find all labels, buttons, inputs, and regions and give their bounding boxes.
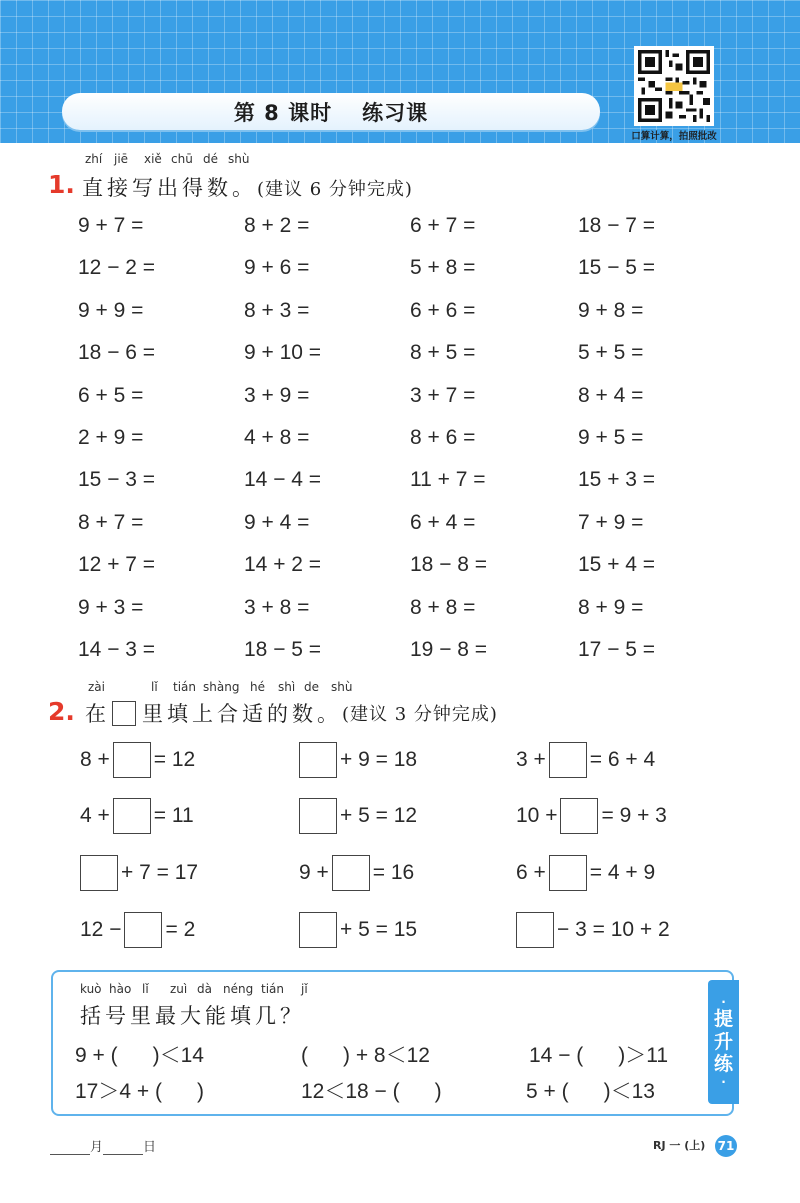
q2-equation-left: 4 + bbox=[80, 804, 110, 827]
q2-equation-right: = 9 + 3 bbox=[601, 804, 667, 827]
q2-title-box bbox=[112, 701, 136, 726]
q2-title-text-b: 里填上合适的数。 bbox=[142, 702, 342, 726]
q1-equation: 11 + 7 = bbox=[410, 468, 486, 492]
q2-equation bbox=[80, 854, 198, 892]
q2-equation-right: + 5 = 15 bbox=[340, 918, 418, 941]
q2-pinyin-6: shì bbox=[278, 680, 296, 694]
q2-equation bbox=[299, 911, 417, 949]
q1-title bbox=[82, 172, 413, 202]
q2-equation-right: = 4 + 9 bbox=[589, 861, 656, 884]
q2-title bbox=[85, 698, 498, 728]
q2-equation-right: + 9 = 18 bbox=[340, 748, 418, 771]
q1-equation: 19 − 8 = bbox=[410, 638, 488, 661]
side-tab-dot-bottom: · bbox=[721, 1075, 726, 1090]
q1-equation: 9 + 8 = bbox=[578, 298, 644, 322]
lesson-number: 第 8 课时 bbox=[233, 100, 333, 125]
q1-equation: 15 + 3 = bbox=[578, 468, 656, 492]
challenge-eq-2-2: 12＜18 − ( ) bbox=[301, 1080, 442, 1103]
answer-box[interactable] bbox=[549, 855, 587, 891]
q1-equation: 5 + 5 = bbox=[578, 341, 644, 365]
answer-box[interactable] bbox=[124, 912, 162, 948]
q2-pinyin-1: zài bbox=[88, 680, 105, 694]
q1-equation: 9 + 4 = bbox=[244, 510, 310, 534]
q1-equation: 15 − 3 = bbox=[78, 468, 156, 492]
q1-equation: 8 + 8 = bbox=[410, 595, 476, 619]
ch-pinyin-5: dà bbox=[197, 982, 212, 996]
q1-equation: 8 + 2 = bbox=[244, 214, 310, 237]
q1-equation: 15 + 4 = bbox=[578, 553, 656, 577]
q1-equation: 3 + 8 = bbox=[244, 595, 310, 619]
q1-pinyin bbox=[85, 152, 285, 166]
ch-pinyin-6: néng bbox=[223, 982, 254, 996]
answer-box[interactable] bbox=[299, 742, 337, 778]
q1-equation: 9 + 5 = bbox=[578, 426, 644, 449]
q1-equation: 8 + 9 = bbox=[578, 595, 644, 619]
q2-equation-right: + 7 = 17 bbox=[121, 861, 199, 884]
month-label: 月 bbox=[90, 1140, 104, 1155]
answer-box[interactable] bbox=[299, 912, 337, 948]
qr-code-icon bbox=[638, 50, 710, 122]
q2-pinyin bbox=[88, 680, 368, 694]
q1-equation: 8 + 4 = bbox=[578, 383, 644, 407]
q1-equation: 6 + 4 = bbox=[410, 510, 476, 534]
answer-box[interactable] bbox=[113, 798, 151, 834]
header-banner bbox=[0, 0, 800, 143]
q1-equation: 17 − 5 = bbox=[578, 638, 656, 661]
challenge-eq-2-3: 5 + ( )＜13 bbox=[526, 1080, 655, 1103]
q2-pinyin-4: shàng bbox=[203, 680, 240, 694]
side-tab-char-1: 提 bbox=[713, 1007, 733, 1030]
q2-equation-left: 3 + bbox=[516, 748, 546, 771]
q2-equation bbox=[80, 741, 195, 779]
ch-pinyin-1: kuò bbox=[80, 982, 102, 996]
q2-time-note: (建议 3 分钟完成) bbox=[342, 704, 498, 725]
q2-equation-right: = 6 + 4 bbox=[589, 748, 656, 771]
q1-equation: 8 + 7 = bbox=[78, 510, 144, 534]
q2-equation bbox=[516, 911, 670, 949]
q2-pinyin-8: shù bbox=[331, 680, 353, 694]
q1-equation: 8 + 5 = bbox=[410, 341, 476, 365]
side-tab-dot-top: · bbox=[721, 994, 726, 1009]
q2-equation-right: = 16 bbox=[372, 861, 415, 884]
q1-time-note: (建议 6 分钟完成) bbox=[257, 179, 413, 200]
q1-equation: 18 − 8 = bbox=[410, 553, 488, 577]
q1-equation: 12 + 7 = bbox=[78, 553, 156, 577]
q1-pinyin-2: jiē bbox=[114, 152, 129, 166]
answer-box[interactable] bbox=[299, 798, 337, 834]
q2-equation bbox=[299, 797, 417, 835]
q2-equation bbox=[516, 797, 667, 835]
side-tab-char-3: 练 bbox=[713, 1053, 733, 1076]
q2-equation-right: = 11 bbox=[153, 804, 194, 827]
answer-box[interactable] bbox=[516, 912, 554, 948]
ch-pinyin-4: zuì bbox=[170, 982, 188, 996]
q2-pinyin-2: lǐ bbox=[151, 680, 158, 694]
q2-equation bbox=[516, 854, 655, 892]
ch-pinyin-8: jǐ bbox=[301, 982, 308, 996]
challenge-eq-2-1: 17＞4 + ( ) bbox=[75, 1080, 204, 1103]
challenge-eq-1-1: 9 + ( )＜14 bbox=[75, 1044, 204, 1067]
q2-pinyin-3: tián bbox=[173, 680, 196, 694]
ch-pinyin-2: hào bbox=[109, 982, 132, 996]
q1-title-text: 直接写出得数。 bbox=[82, 176, 257, 200]
q1-equation: 9 + 9 = bbox=[78, 298, 144, 322]
q2-equation-left: 8 + bbox=[80, 748, 110, 771]
ch-pinyin-3: lǐ bbox=[142, 982, 149, 996]
challenge-title: 括号里最大能填几？ bbox=[80, 1004, 305, 1028]
q2-equation bbox=[299, 741, 417, 779]
side-tab-char-2: 升 bbox=[713, 1030, 733, 1053]
answer-box[interactable] bbox=[549, 742, 587, 778]
q1-equation: 9 + 7 = bbox=[78, 214, 144, 237]
q2-equation-left: 6 + bbox=[516, 861, 546, 884]
q1-pinyin-5: dé bbox=[203, 152, 218, 166]
answer-box[interactable] bbox=[113, 742, 151, 778]
q1-equation: 4 + 8 = bbox=[244, 426, 310, 449]
q1-equation: 18 − 6 = bbox=[78, 341, 156, 365]
day-blank[interactable] bbox=[103, 1141, 143, 1155]
challenge-side-tab bbox=[708, 980, 739, 1104]
q2-number: 2. bbox=[48, 697, 75, 726]
qr-code[interactable] bbox=[634, 46, 714, 126]
q2-equation bbox=[80, 911, 195, 949]
q1-equation: 12 − 2 = bbox=[78, 256, 156, 280]
q1-equation: 18 − 5 = bbox=[244, 638, 322, 661]
challenge-eq-1-2: ( ) + 8＜12 bbox=[301, 1044, 430, 1067]
edition-tag: RJ 一 (上) bbox=[653, 1139, 706, 1152]
q1-equation: 14 − 3 = bbox=[78, 638, 156, 661]
answer-box[interactable] bbox=[80, 855, 118, 891]
q2-title-text-a: 在 bbox=[85, 702, 110, 726]
q1-equation: 6 + 6 = bbox=[410, 298, 476, 322]
q2-equation bbox=[516, 741, 655, 779]
page-number: 71 bbox=[715, 1135, 737, 1157]
q1-equation: 8 + 6 = bbox=[410, 426, 476, 449]
q1-equation: 5 + 8 = bbox=[410, 256, 476, 280]
q1-equation: 9 + 10 = bbox=[244, 341, 322, 365]
q2-equation-right: − 3 = 10 + 2 bbox=[557, 918, 670, 941]
q2-equation-right: = 12 bbox=[153, 748, 196, 771]
q2-equation-right: + 5 = 12 bbox=[340, 804, 418, 827]
ch-pinyin-7: tián bbox=[261, 982, 284, 996]
q1-equation: 6 + 5 = bbox=[78, 383, 144, 407]
date-field[interactable] bbox=[50, 1136, 156, 1155]
q1-pinyin-4: chū bbox=[171, 152, 193, 166]
q1-equation: 3 + 7 = bbox=[410, 383, 476, 407]
q1-equation: 14 + 2 = bbox=[244, 553, 322, 577]
q2-pinyin-5: hé bbox=[250, 680, 265, 694]
q2-pinyin-7: de bbox=[304, 680, 319, 694]
q1-equation: 14 − 4 = bbox=[244, 468, 322, 492]
challenge-eq-1-3: 14 − ( )＞11 bbox=[529, 1044, 669, 1067]
q1-pinyin-1: zhí bbox=[85, 152, 103, 166]
answer-box[interactable] bbox=[332, 855, 370, 891]
month-blank[interactable] bbox=[50, 1141, 90, 1155]
answer-box[interactable] bbox=[560, 798, 598, 834]
q1-number: 1. bbox=[48, 170, 75, 199]
q1-equation: 3 + 9 = bbox=[244, 383, 310, 407]
q1-equation: 18 − 7 = bbox=[578, 214, 656, 237]
q1-pinyin-6: shù bbox=[228, 152, 250, 166]
q1-equation: 8 + 3 = bbox=[244, 298, 310, 322]
lesson-title-bar bbox=[62, 93, 600, 130]
q2-equation-left: 10 + bbox=[516, 804, 558, 827]
qr-caption: 口算计算，拍照批改 bbox=[631, 131, 717, 142]
q2-equation-left: 12 − bbox=[80, 918, 122, 941]
q1-equation: 9 + 6 = bbox=[244, 256, 310, 280]
q1-pinyin-3: xiě bbox=[144, 152, 162, 166]
q1-equation: 6 + 7 = bbox=[410, 214, 476, 237]
lesson-title: 练习课 bbox=[362, 100, 429, 125]
day-label: 日 bbox=[143, 1140, 157, 1155]
q1-equation: 7 + 9 = bbox=[578, 510, 644, 534]
q1-equation: 2 + 9 = bbox=[78, 426, 144, 449]
q2-equation-right: = 2 bbox=[165, 918, 196, 941]
challenge-pinyin bbox=[80, 982, 360, 996]
q1-equation: 15 − 5 = bbox=[578, 256, 656, 280]
q1-equation: 9 + 3 = bbox=[78, 595, 144, 619]
q2-equation bbox=[299, 854, 414, 892]
q2-equation-left: 9 + bbox=[299, 861, 329, 884]
q2-equation bbox=[80, 797, 194, 835]
